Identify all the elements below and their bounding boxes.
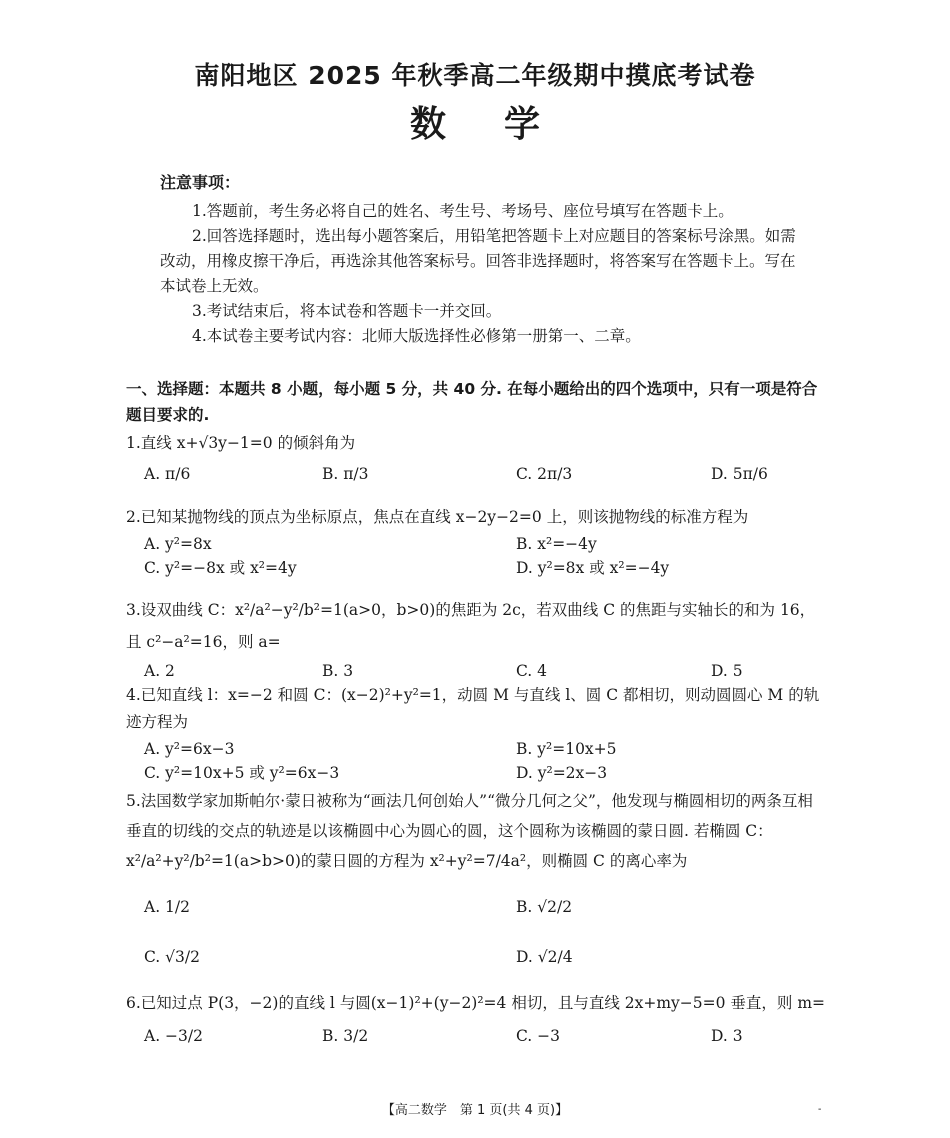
option-c: C. 2π/3 [516, 465, 573, 483]
option-a: A. π/6 [144, 465, 191, 483]
question-5 [126, 786, 826, 972]
exam-title: 南阳地区 2025 年秋季高二年级期中摸底考试卷 [194, 61, 756, 90]
option-b: B. √2/2 [516, 898, 573, 916]
question-stem: 6.已知过点 P(3，−2)的直线 l 与圆(x−1)²+(y−2)²=4 相切，且与直线 2x+my−5=0 垂直，则 m= [126, 994, 826, 1012]
option-c: C. 4 [516, 662, 548, 680]
question-4 [126, 682, 826, 788]
option-b: B. y²=10x+5 [516, 740, 617, 758]
question-stem: 1.直线 x+√3y−1=0 的倾斜角为 [126, 434, 356, 452]
option-d: D. y²=8x 或 x²=−4y [516, 559, 670, 577]
options-row [126, 944, 826, 972]
question-stem: 5.法国数学家加斯帕尔·蒙日被称为“画法几何创始人”“微分几何之父”，他发现与椭圆相切的两条互相垂直的切线的交点的轨迹是以该椭圆中心为圆心的圆，这个圆称为该椭圆的蒙日圆. 若椭圆 C：x²/a²+y²/b²=1(a>b>0)的蒙日圆的方程为 x²+y²=7/4a²，则椭圆 C 的离心率为 [126, 792, 813, 870]
option-c: C. y²=−8x 或 x²=4y [144, 559, 297, 577]
question-stem: 2.已知某抛物线的顶点为坐标原点，焦点在直线 x−2y−2=0 上，则该抛物线的标准方程为 [126, 508, 749, 526]
subject-title: 数学 [409, 104, 598, 145]
options-row [126, 461, 826, 489]
options-row [126, 1023, 826, 1051]
option-d: D. √2/4 [516, 948, 573, 966]
question-stem: 4.已知直线 l：x=−2 和圆 C：(x−2)²+y²=1，动圆 M 与直线 l、圆 C 都相切，则动圆圆心 M 的轨迹方程为 [126, 686, 820, 731]
option-a: A. 1/2 [144, 898, 190, 916]
option-c: C. y²=10x+5 或 y²=6x−3 [144, 764, 340, 782]
option-c: C. √3/2 [144, 948, 200, 966]
question-stem: 3.设双曲线 C：x²/a²−y²/b²=1(a>0，b>0)的焦距为 2c，若双曲线 C 的焦距与实轴长的和为 16，且 c²−a²=16，则 a= [126, 601, 816, 651]
corner-mark: - [818, 1104, 822, 1115]
notice-item: 4.本试卷主要考试内容：北师大版选择性必修第一册第一、二章。 [192, 327, 641, 345]
question-6 [126, 990, 826, 1051]
option-b: B. 3/2 [322, 1027, 369, 1045]
notice-item: 3.考试结束后，将本试卷和答题卡一并交回。 [192, 302, 502, 320]
option-a: A. y²=6x−3 [144, 740, 235, 758]
options-row [126, 760, 826, 788]
option-b: B. π/3 [322, 465, 369, 483]
notice-block [160, 170, 800, 349]
option-c: C. −3 [516, 1027, 561, 1045]
option-d: D. 5 [711, 662, 743, 680]
options-row [126, 555, 826, 583]
option-a: A. y²=8x [144, 535, 212, 553]
options-row [126, 894, 826, 922]
option-a: A. 2 [144, 662, 175, 680]
notice-item: 1.答题前，考生务必将自己的姓名、考生号、考场号、座位号填写在答题卡上。 [192, 202, 734, 220]
question-1 [126, 430, 826, 489]
page-footer: 【高二数学 第 1 页(共 4 页)】 [381, 1103, 569, 1118]
notice-heading: 注意事项： [160, 173, 241, 192]
section-heading: 一、选择题：本题共 8 小题，每小题 5 分，共 40 分. 在每小题给出的四个选项中，只有一项是符合题目要求的. [126, 380, 818, 424]
option-b: B. x²=−4y [516, 535, 597, 553]
question-2 [126, 504, 826, 583]
option-b: B. 3 [322, 662, 354, 680]
question-3 [126, 594, 826, 686]
option-a: A. −3/2 [144, 1027, 203, 1045]
option-d: D. 5π/6 [711, 465, 768, 483]
option-d: D. y²=2x−3 [516, 764, 608, 782]
notice-item: 2.回答选择题时，选出每小题答案后，用铅笔把答题卡上对应题目的答案标号涂黑。如需改动，用橡皮擦干净后，再选涂其他答案标号。回答非选择题时，将答案写在答题卡上。写在本试卷上无效。 [160, 227, 796, 295]
option-d: D. 3 [711, 1027, 743, 1045]
